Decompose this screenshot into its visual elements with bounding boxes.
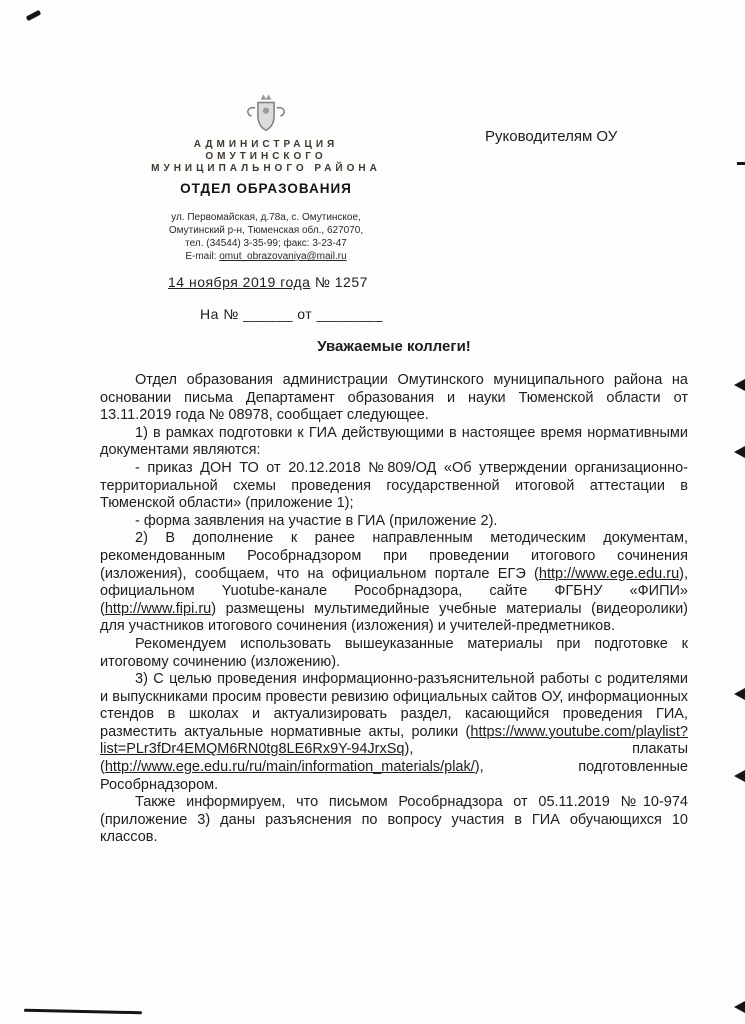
department-name: ОТДЕЛ ОБРАЗОВАНИЯ [180,181,352,196]
email-address: omut_obrazovaniya@mail.ru [219,251,347,262]
text-run: ), официальном Yuotube-канале Рособрнадзора, сайте ФГБНУ «ФИПИ» ( [100,565,688,617]
letter-body [100,372,688,847]
text-run: Рекомендуем использовать вышеуказанные материалы при подготовке к итоговому сочинению (изложению). [100,635,688,670]
scan-artifact [26,10,42,21]
email-label: E-mail: [185,251,220,262]
text-run: - форма заявления на участие в ГИА (приложение 2). [135,512,498,529]
text-run: 3) С целью проведения информационно-разъяснительной работы с родителями и выпускниками просим провести ревизию официальных сайтов ОУ, информационных стендов в школах и актуализировать раздел, касающийся проведения ГИА, разместить актуальные нормативные акты, ролики ( [100,671,688,740]
address-line: Омутинский р-н, Тюменская обл., 627070, [168,225,364,236]
text-run: 2) В дополнение к ранее направленным методическим документам, рекомендованным Рособрнадзором при проведении итогового сочинения (изложения), сообщаем, что на официальном портале ЕГЭ ( [100,530,688,582]
paragraph [100,530,688,636]
text-run: ), подготовленные Рособрнадзором. [100,759,688,793]
scan-artifact [734,770,745,782]
scan-artifact [24,1009,142,1014]
incoming-reference: На № ______ от ________ [200,306,383,322]
link-text: http://www.ege.edu.ru [538,565,680,582]
scan-artifact [734,688,745,700]
paragraph [100,671,688,794]
letterhead [138,88,394,263]
letter-number: № 1257 [310,274,368,290]
paragraph [100,513,688,531]
org-name-line: ОМУТИНСКОГО [205,151,327,162]
paragraph [100,372,688,425]
address-line: ул. Первомайская, д.78а, с. Омутинское, [171,212,361,223]
text-run: Также информируем, что письмом Рособрнадзора от 05.11.2019 №10-974 (приложение 3) даны разъяснения по вопросу участия в ГИА обучающихся 10 классов. [100,794,688,846]
address-line: тел. (34544) 3-35-99; факс: 3-23-47 [185,238,347,249]
scan-artifact [734,379,745,391]
scan-artifact [737,162,745,165]
text-run: ) размещены мультимедийные учебные материалы (видеоролики) для участников итогового сочинения (изложения) и учителей-предметников. [100,600,688,635]
coat-of-arms-emblem [239,88,293,135]
paragraph [100,425,688,460]
scan-artifact [734,446,745,458]
link-text: https://www.youtube.com/playlist?list=PLr3fDr4EMQM6RN0tg8LE6Rx9Y-94JrxSq [100,723,688,758]
outgoing-reference [168,274,368,290]
org-name-line: МУНИЦИПАЛЬНОГО РАЙОНА [151,163,381,174]
recipient-line: Руководителям ОУ [485,128,618,145]
address-block [138,211,394,263]
text-run: Отдел образования администрации Омутинского муниципального района на основании письма Департамент образования и науки Тюменской области от 13.11.2019 года № 08978, сообщает следующее. [100,372,688,424]
text-run: - приказ ДОН ТО от 20.12.2018 №809/ОД «Об утверждении организационно-территориальной схемы проведения государственной итоговой аттестации в Тюменской области» (приложение 1); [100,459,688,512]
org-name-line: АДМИНИСТРАЦИЯ [193,139,339,150]
salutation: Уважаемые коллеги! [317,338,471,355]
text-run: 1) в рамках подготовки к ГИА действующими в настоящее время нормативными документами являются: [100,424,688,459]
email-line [138,250,394,263]
link-text: http://www.ege.edu.ru/ru/main/information_materials/plak/ [104,759,475,776]
scan-artifact [734,1001,745,1013]
paragraph [100,460,688,513]
link-text: http://www.fipi.ru [104,600,212,617]
text-run: ), плакаты ( [100,741,688,776]
paragraph [100,636,688,671]
letter-date: 14 ноября 2019 года [168,274,311,290]
paragraph [100,794,688,847]
